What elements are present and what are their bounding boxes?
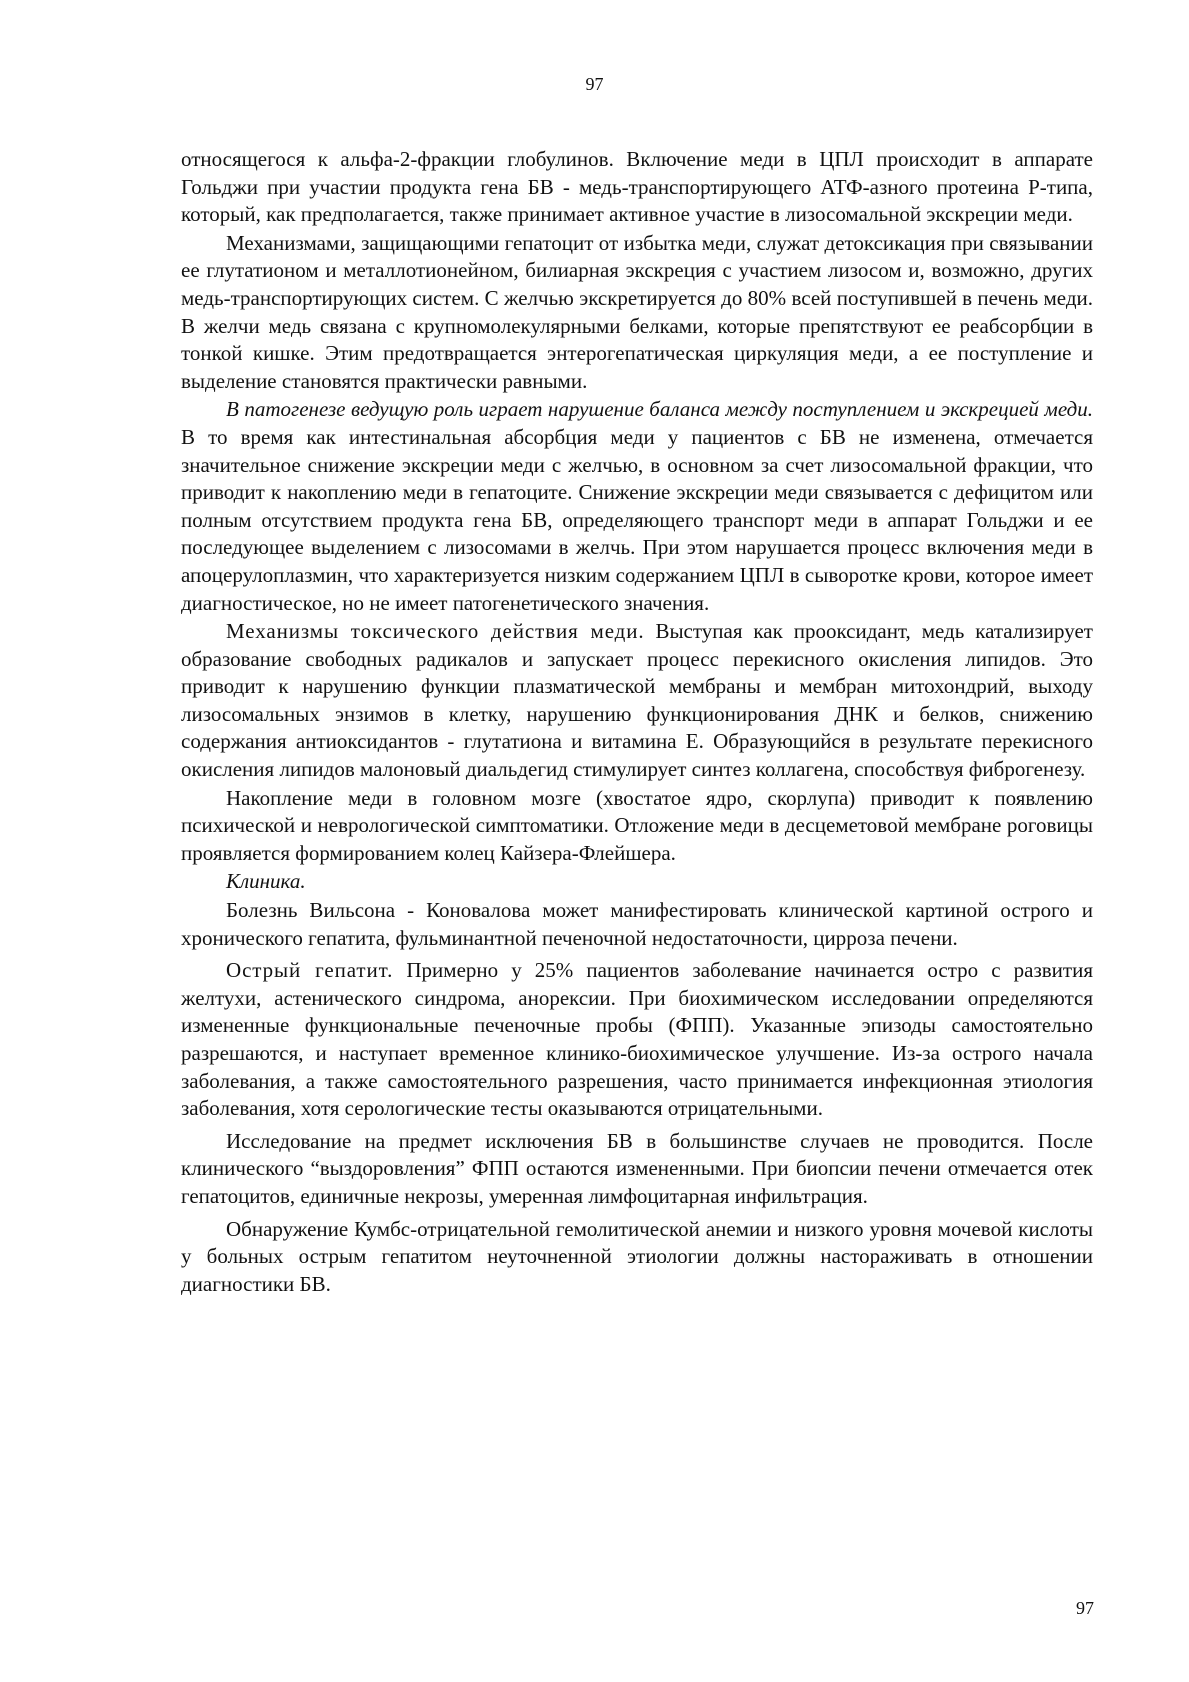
acute-hepatitis-heading: Острый гепатит. bbox=[226, 958, 394, 983]
paragraph-8 bbox=[181, 957, 1093, 1123]
paragraph-10: Обнаружение Кумбс-отрицательной гемолитической анемии и низкого уровня мочевой кислоты у больных острым гепатитом неуточненной этиологии должны настораживать в отношении диагностики БВ. bbox=[181, 1216, 1093, 1296]
toxic-mechanism-heading: Механизмы токсического действия меди. bbox=[226, 619, 645, 644]
paragraph-4 bbox=[181, 618, 1093, 784]
paragraph-7: Болезнь Вильсона - Коновалова может манифестировать клинической картиной острого и хронического гепатита, фульминантной печеночной недостаточности, цирроза печени. bbox=[181, 898, 1093, 950]
paragraph-8-text: Примерно у 25% пациентов заболевание начинается остро с развития желтухи, астенического синдрома, анорексии. При биохимическом исследовании определяются измененные функциональные печеночные пробы (ФПП). Указанные эпизоды самостоятельно разрешаются, и наступает временное клинико-биохимическое улучшение. Из-за острого начала заболевания, а также самостоятельного разрешения, часто принимается инфекционная этиология заболевания, хотя серологические тесты оказываются отрицательными. bbox=[181, 958, 1093, 1121]
paragraph-3-text: В то время как интестинальная абсорбция меди у пациентов с БВ не изменена, отмечается значительное снижение экскреции меди с желчью, в основном за счет лизосомальной фракции, что приводит к накоплению меди в гепатоците. Снижение экскреции меди связывается с дефицитом или полным отсутствием продукта гена БВ, определяющего транспорт меди в аппарат Гольджи и ее последующее выделением с лизосомами в желчь. При этом нарушается процесс включения меди в апоцерулоплазмин, что характеризуется низким содержанием ЦПЛ в сыворотке крови, которое имеет диагностическое, но не имеет патогенетического значения. bbox=[181, 424, 1093, 615]
body-text bbox=[181, 146, 1093, 1298]
paragraph-3 bbox=[181, 396, 1093, 617]
paragraph-1: относящегося к альфа-2-фракции глобулинов. Включение меди в ЦПЛ происходит в аппарате Гольджи при участии продукта гена БВ - медь-транспортирующего АТФ-азного протеина Р-типа, который, как предполагается, также принимает активное участие в лизосомальной экскреции меди. bbox=[181, 147, 1093, 227]
page-number-top: 97 bbox=[585, 74, 604, 94]
page-number-bottom: 97 bbox=[1076, 1598, 1094, 1618]
pathogenesis-emphasis: В патогенезе ведущую роль играет нарушение баланса между поступлением и экскрецией меди. bbox=[226, 397, 1093, 422]
paragraph-2: Механизмами, защищающими гепатоцит от избытка меди, служат детоксикация при связывании ее глутатионом и металлотионейном, билиарная экскреция с участием лизосом и, возможно, других медь-транспортирующих систем. С желчью экскретируется до 80% всей поступившей в печень меди. В желчи медь связана с крупномолекулярными белками, которые препятствуют ее реабсорбции в тонкой кишке. Этим предотвращается энтерогепатическая циркуляция меди, а ее поступление и выделение становятся практически равными. bbox=[181, 230, 1093, 393]
paragraph-4-text: Выступая как прооксидант, медь катализирует образование свободных радикалов и запускает процесс перекисного окисления липидов. Это приводит к нарушению функции плазматической мембраны и мембран митохондрий, выходу лизосомальных энзимов в клетку, нарушению функционирования ДНК и белков, снижению содержания антиоксидантов - глутатиона и витамина Е. Образующийся в результате перекисного окисления липидов малоновый диальдегид стимулирует синтез коллагена, способствуя фиброгенезу. bbox=[181, 619, 1093, 782]
paragraph-5: Накопление меди в головном мозге (хвостатое ядро, скорлупа) приводит к появлению психической и неврологической симптоматики. Отложение меди в десцеметовой мембране роговицы проявляется формированием колец Кайзера-Флейшера. bbox=[181, 785, 1093, 865]
paragraph-9: Исследование на предмет исключения БВ в большинстве случаев не проводится. После клинического “выздоровления” ФПП остаются измененными. При биопсии печени отмечается отек гепатоцитов, единичные некрозы, умеренная лимфоцитарная инфильтрация. bbox=[181, 1128, 1093, 1208]
section-heading-clinic: Клиника. bbox=[226, 869, 306, 894]
